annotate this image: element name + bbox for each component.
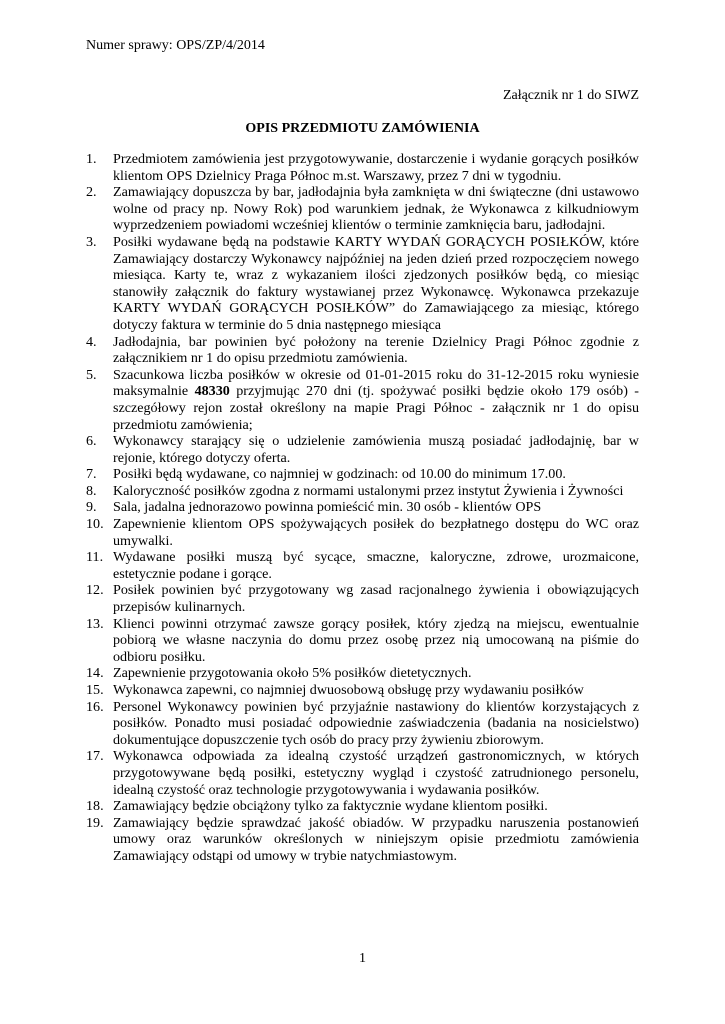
item-text-part: Szacunkowa liczba posiłków w okresie od 01-01-2015 roku do 31-12-2015 roku wyniesie maksymalnie <box>113 366 639 400</box>
list-item <box>86 748 639 798</box>
item-text: Posiłki będą wydawane, co najmniej w godzinach: od 10.00 do minimum 17.00. <box>113 466 566 483</box>
requirements-list <box>86 151 639 865</box>
item-number: 5. <box>86 366 97 383</box>
item-number: 7. <box>86 466 97 483</box>
list-item <box>86 433 639 466</box>
annex-label: Załącznik nr 1 do SIWZ <box>502 88 639 103</box>
list-item <box>86 616 639 666</box>
item-text: Posiłki wydawane będą na podstawie KARTY WYDAŃ GORĄCYCH POSIŁKÓW, które Zamawiający dostarczy Wykonawcy najpóźniej na jeden dzień przed rozpoczęciem nowego miesiąca. Karty te, wraz z wykazaniem ilości zjedzonych posiłków będą, co miesiąc stanowiły załącznik do faktury wystawianej przez Wykonawcę. Wykonawca przekazuje KARTY WYDAŃ GORĄCYCH POSIŁKÓW” do Zamawiającego za miesiąc, którego dotyczy faktura w terminie do 5 dnia następnego miesiąca <box>113 233 639 333</box>
item-text: Wykonawca zapewni, co najmniej dwuosobową obsługę przy wydawaniu posiłków <box>113 682 584 698</box>
document-title: OPIS PRZEDMIOTU ZAMÓWIENIA <box>245 121 480 136</box>
item-text: Personel Wykonawcy powinien być przyjaźnie nastawiony do klientów korzystających z posiłków. Ponadto musi posiadać odpowiednie zaświadczenia (badania na nosicielstwo) dokumentujące dopuszczenie tych osób do pracy przy żywieniu zbiorowym. <box>113 698 639 748</box>
item-text: Zamawiający będzie sprawdzać jakość obiadów. W przypadku naruszenia postanowień umowy oraz warunków określonych w niniejszym opisie przedmiotu zamówienia Zamawiający odstąpi od umowy w trybie natychmiastowym. <box>113 814 639 864</box>
item-number: 15. <box>86 682 104 698</box>
item-text: Klienci powinni otrzymać zawsze gorący posiłek, który zjedzą na miejscu, ewentualnie pobiorą we własne naczynia do domu przez osobę przez nią umocowaną na piśmie do odbioru posiłku. <box>113 615 639 665</box>
list-item <box>86 151 639 184</box>
list-item <box>86 798 639 815</box>
item-number: 14. <box>86 665 104 682</box>
item-text: Posiłek powinien być przygotowany wg zasad racjonalnego żywienia i obowiązujących przepisów kulinarnych. <box>113 582 639 616</box>
list-item <box>86 184 639 234</box>
case-number: Numer sprawy: OPS/ZP/4/2014 <box>86 38 265 53</box>
item-number: 11. <box>86 549 104 566</box>
item-text: Zapewnienie przygotowania około 5% posiłków dietetycznych. <box>113 665 472 682</box>
item-text: Jadłodajnia, bar powinien być położony na terenie Dzielnicy Pragi Północ zgodnie z załącznikiem nr 1 do opisu przedmiotu zamówienia. <box>113 333 639 367</box>
list-item <box>86 682 639 699</box>
list-item <box>86 549 639 582</box>
list-item <box>86 815 639 865</box>
item-text: Zapewnienie klientom OPS spożywających posiłek do bezpłatnego dostępu do WC oraz umywalki. <box>113 516 639 549</box>
list-item <box>86 483 639 500</box>
list-item <box>86 665 639 682</box>
item-number: 19. <box>86 814 104 831</box>
item-text: Sala, jadalna jednorazowo powinna pomieścić min. 30 osób - klientów OPS <box>113 499 542 516</box>
item-text-part: przyjmując 270 dni (tj. spożywać posiłki będzie około 179 osób) - szczegółowy rejon został określony na mapie Pragi Północ - załącznik nr 1 do opisu przedmiotu zamówienia; <box>113 383 640 433</box>
item-text: Wykonawcy starający się o udzielenie zamówienia muszą posiadać jadłodajnię, bar w rejonie, którego dotyczy oferta. <box>113 433 639 466</box>
item-text: Kaloryczność posiłków zgodna z normami ustalonymi przez instytut Żywienia i Żywności <box>113 482 624 499</box>
item-number: 18. <box>86 798 104 815</box>
item-number: 8. <box>86 482 97 499</box>
item-number: 4. <box>86 333 97 350</box>
item-text: Wydawane posiłki muszą być sycące, smaczne, kaloryczne, zdrowe, urozmaicone, estetycznie podane i gorące. <box>113 549 639 582</box>
item-text: Wykonawca odpowiada za idealną czystość urządzeń gastronomicznych, w których przygotowywane będą posiłki, estetyczny wygląd i czystość zatrudnionego personelu, idealną czystość oraz technologie przygotowywania i wydawania posiłków. <box>113 748 639 798</box>
item-number: 17. <box>86 748 104 765</box>
list-item <box>86 234 639 334</box>
item-text: Zamawiający dopuszcza by bar, jadłodajnia była zamknięta w dni świąteczne (dni ustawowo wolne od pracy np. Nowy Rok) pod warunkiem jednak, że Wykonawca z kilkudniowym wyprzedzeniem powiadomi wcześniej klientów o terminie zamknięcia baru, jadłodajni. <box>113 184 639 234</box>
item-text: Zamawiający będzie obciążony tylko za faktycznie wydane klientom posiłki. <box>113 798 548 815</box>
item-number: 3. <box>86 233 97 250</box>
item-text <box>113 367 639 433</box>
item-number: 2. <box>86 184 97 201</box>
list-item <box>86 699 639 749</box>
item-number: 1. <box>86 151 97 167</box>
item-number: 16. <box>86 698 104 715</box>
item-number: 6. <box>86 433 97 450</box>
meal-count: 48330 <box>194 383 230 400</box>
item-number: 12. <box>86 582 104 599</box>
item-text: Przedmiotem zamówienia jest przygotowywanie, dostarczenie i wydanie gorących posiłków klientom OPS Dzielnicy Praga Północ m.st. Warszawy, przez 7 dni w tygodniu. <box>113 151 639 184</box>
list-item <box>86 466 639 483</box>
list-item <box>86 499 639 516</box>
list-item <box>86 582 639 615</box>
item-number: 13. <box>86 615 104 632</box>
item-number: 10. <box>86 516 104 533</box>
list-item <box>86 367 639 433</box>
item-number: 9. <box>86 499 97 516</box>
list-item <box>86 516 639 549</box>
page-number: 1 <box>359 951 366 966</box>
list-item <box>86 334 639 367</box>
